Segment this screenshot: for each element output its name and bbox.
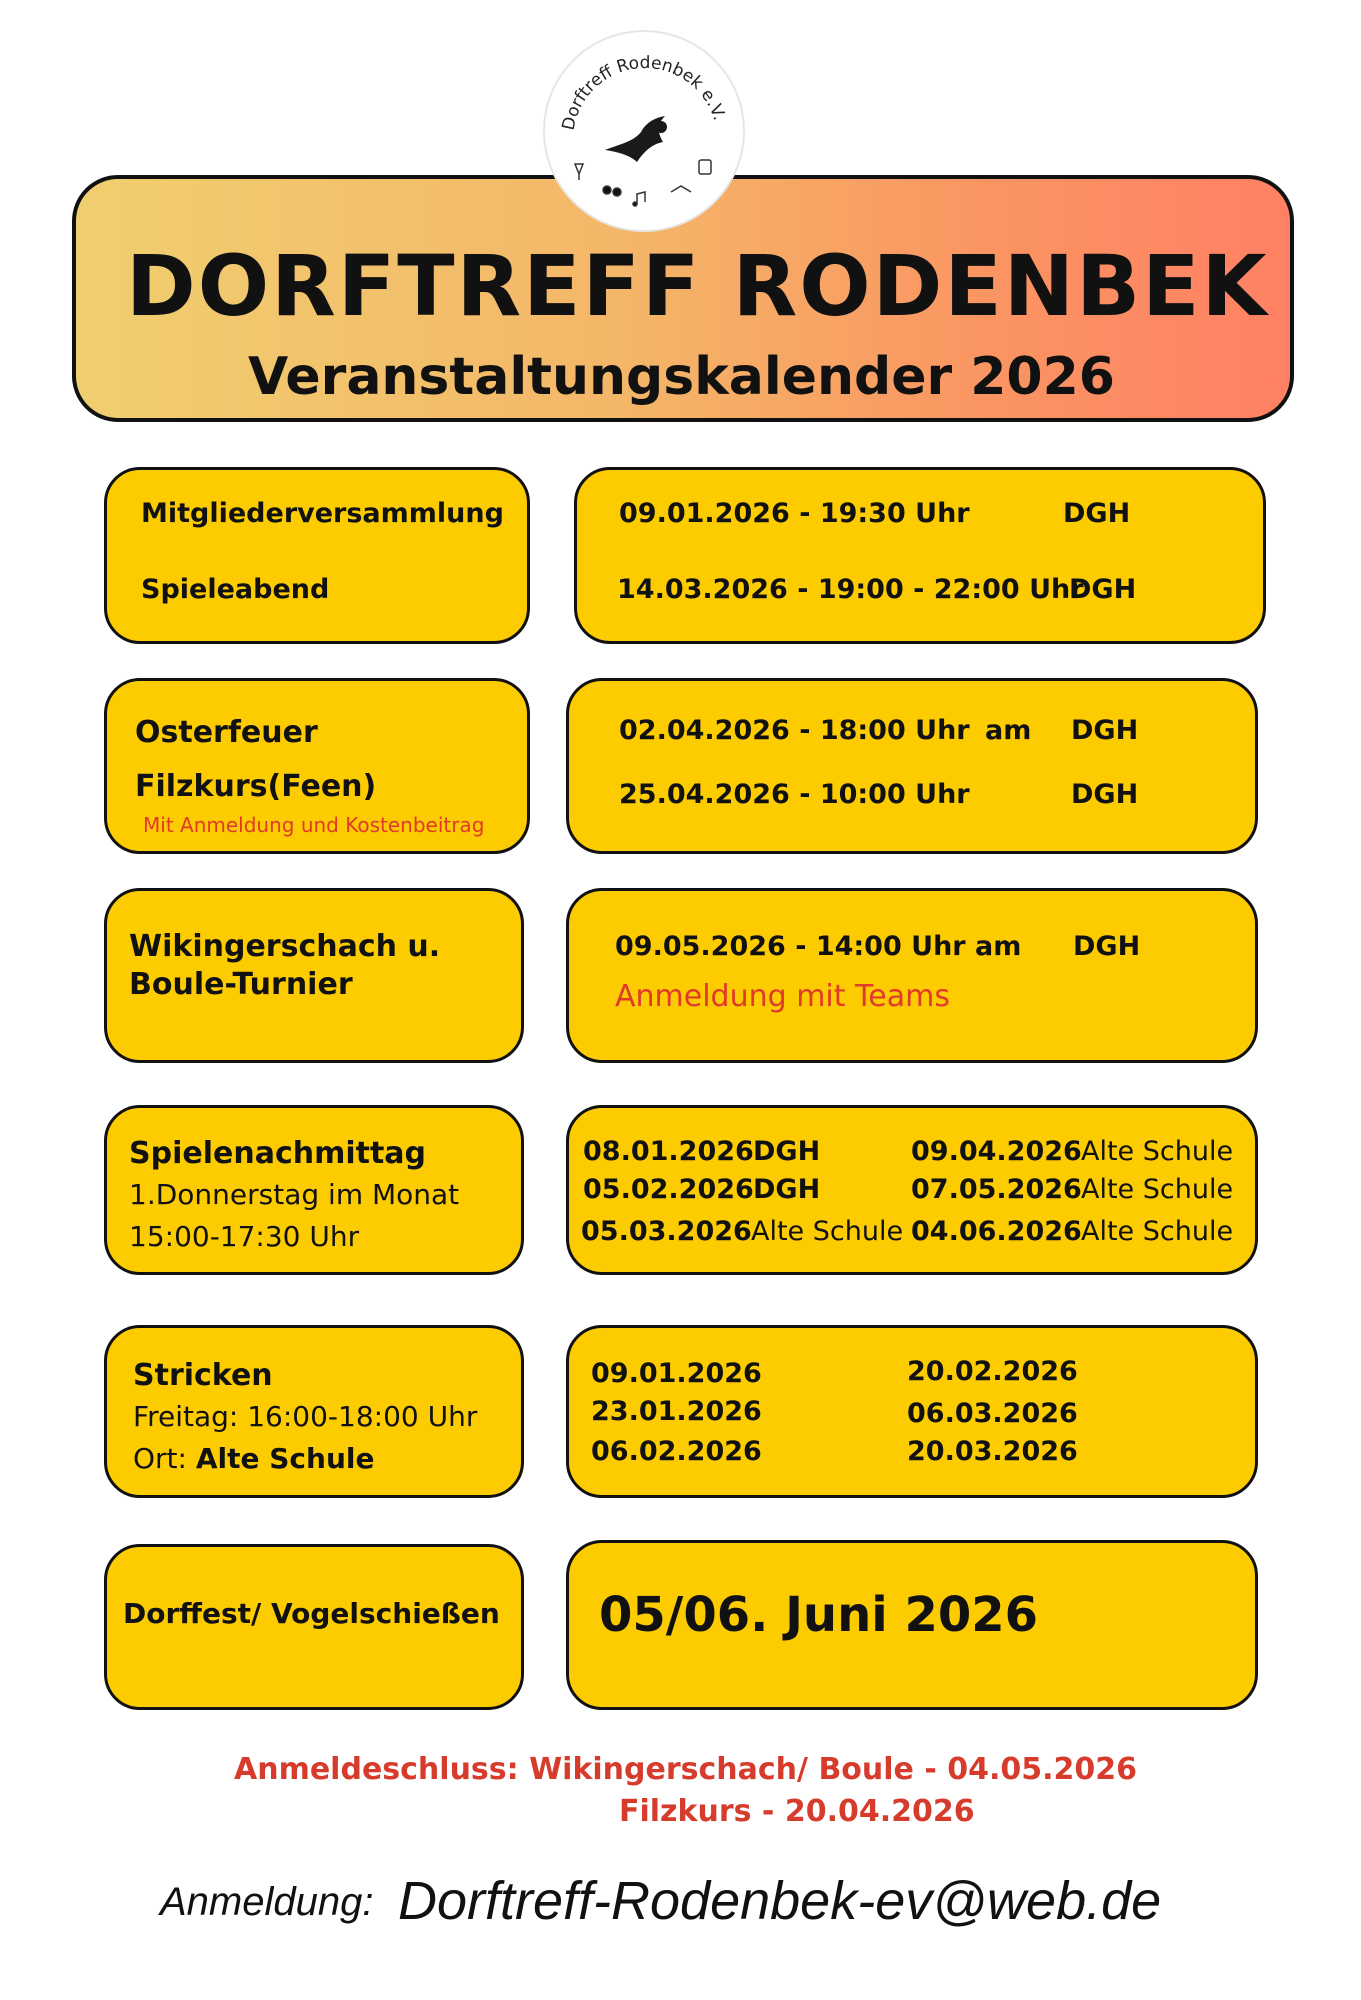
event-place-wikinger: DGH [1073,931,1141,962]
event-location-stricken [133,1442,374,1475]
event-date-wikinger: 09.05.2026 - 14:00 Uhr [615,931,966,962]
stricken-date-3: 06.02.2026 [591,1436,762,1467]
spielenachmittag-place-2: DGH [753,1174,821,1205]
event-am-wikinger: am [975,931,1022,962]
event-date-box-osterfeuer [566,678,1258,854]
stricken-date-1: 09.01.2026 [591,1358,762,1389]
event-name-box-dorffest [104,1544,524,1710]
deadline-line-1: Anmeldeschluss: Wikingerschach/ Boule - 04.05.2026 [234,1752,1138,1787]
event-name-mv: Mitgliederversammlung [141,498,504,529]
svg-text:Dorftreff Rodenbek e.V. [559,53,729,132]
spielenachmittag-date-3: 05.03.2026 [581,1216,752,1247]
people-icon [603,186,621,196]
event-date-box-mv [574,467,1266,644]
event-date-mv: 09.01.2026 - 19:30 Uhr [619,498,970,529]
event-date-box-wikinger [566,888,1258,1063]
club-logo [545,32,743,230]
event-info-spielenachmittag-1: 1.Donnerstag im Monat [129,1178,460,1211]
spielenachmittag-place-4: Alte Schule [1081,1136,1234,1167]
event-name-stricken: Stricken [133,1358,273,1393]
event-name-osterfeuer: Osterfeuer [135,715,318,750]
event-date-osterfeuer: 02.04.2026 - 18:00 Uhr [619,715,970,746]
music-icon [633,192,645,206]
deadline-line-2: Filzkurs - 20.04.2026 [619,1794,975,1829]
spielenachmittag-date-5: 07.05.2026 [911,1174,1082,1205]
event-name-wikinger-line2: Boule-Turnier [129,967,353,1002]
event-place-filzkurs: DGH [1071,779,1139,810]
event-name-dorffest: Dorffest/ Vogelschießen [123,1597,500,1630]
event-am-osterfeuer: am [985,715,1032,746]
cards-icon [699,160,711,174]
event-name-filzkurs: Filzkurs(Feen) [135,769,377,804]
event-date-dorffest: 05/06. Juni 2026 [599,1587,1039,1643]
spielenachmittag-place-3: Alte Schule [751,1216,904,1247]
event-place-mv: DGH [1063,498,1131,529]
stricken-date-6: 20.03.2026 [907,1436,1078,1467]
glass-icon [575,164,583,180]
stricken-date-2: 23.01.2026 [591,1396,762,1427]
spielenachmittag-date-1: 08.01.2026 [583,1136,754,1167]
event-date-filzkurs: 25.04.2026 - 10:00 Uhr [619,779,970,810]
page-subtitle: Veranstaltungskalender 2026 [248,347,1115,407]
bird-logo-icon [605,116,667,162]
event-name-box-osterfeuer [104,678,530,854]
spielenachmittag-date-2: 05.02.2026 [583,1174,754,1205]
event-date-box-stricken [566,1325,1258,1498]
contact-email[interactable]: Dorftreff-Rodenbek-ev@web.de [398,1871,1162,1931]
page-title: DORFTREFF RODENBEK [126,237,1269,335]
spielenachmittag-place-6: Alte Schule [1081,1216,1234,1247]
event-note-filzkurs: Mit Anmeldung und Kostenbeitrag [143,813,485,837]
event-info-spielenachmittag-2: 15:00-17:30 Uhr [129,1220,360,1253]
event-name-spieleabend: Spieleabend [141,574,330,605]
event-date-box-dorffest [566,1540,1258,1710]
event-name-box-stricken [104,1325,524,1498]
spielenachmittag-place-5: Alte Schule [1081,1174,1234,1205]
event-note-wikinger: Anmeldung mit Teams [615,979,950,1014]
event-place-osterfeuer: DGH [1071,715,1139,746]
stricken-date-4: 20.02.2026 [907,1356,1078,1387]
event-date-box-spielenachmittag [566,1105,1258,1275]
event-name-box-wikinger [104,888,524,1063]
logo-graphic [545,32,743,230]
event-name-spielenachmittag: Spielenachmittag [129,1136,427,1171]
spielenachmittag-date-4: 09.04.2026 [911,1136,1082,1167]
stricken-date-5: 06.03.2026 [907,1398,1078,1429]
event-info-stricken: Freitag: 16:00-18:00 Uhr [133,1400,478,1433]
event-place-spieleabend: DGH [1069,574,1137,605]
spielenachmittag-date-6: 04.06.2026 [911,1216,1082,1247]
event-name-wikinger-line1: Wikingerschach u. [129,929,441,964]
handshake-icon [671,186,691,192]
event-name-box-mv [104,467,530,644]
logo-text: Dorftreff Rodenbek e.V. [558,52,729,133]
contact-label: Anmeldung: [160,1880,374,1924]
spielenachmittag-place-1: DGH [753,1136,821,1167]
event-name-box-spielenachmittag [104,1105,524,1275]
location-value: Alte Schule [195,1442,375,1475]
event-date-spieleabend: 14.03.2026 - 19:00 - 22:00 Uhr [617,574,1084,605]
location-label: Ort: [133,1442,187,1475]
